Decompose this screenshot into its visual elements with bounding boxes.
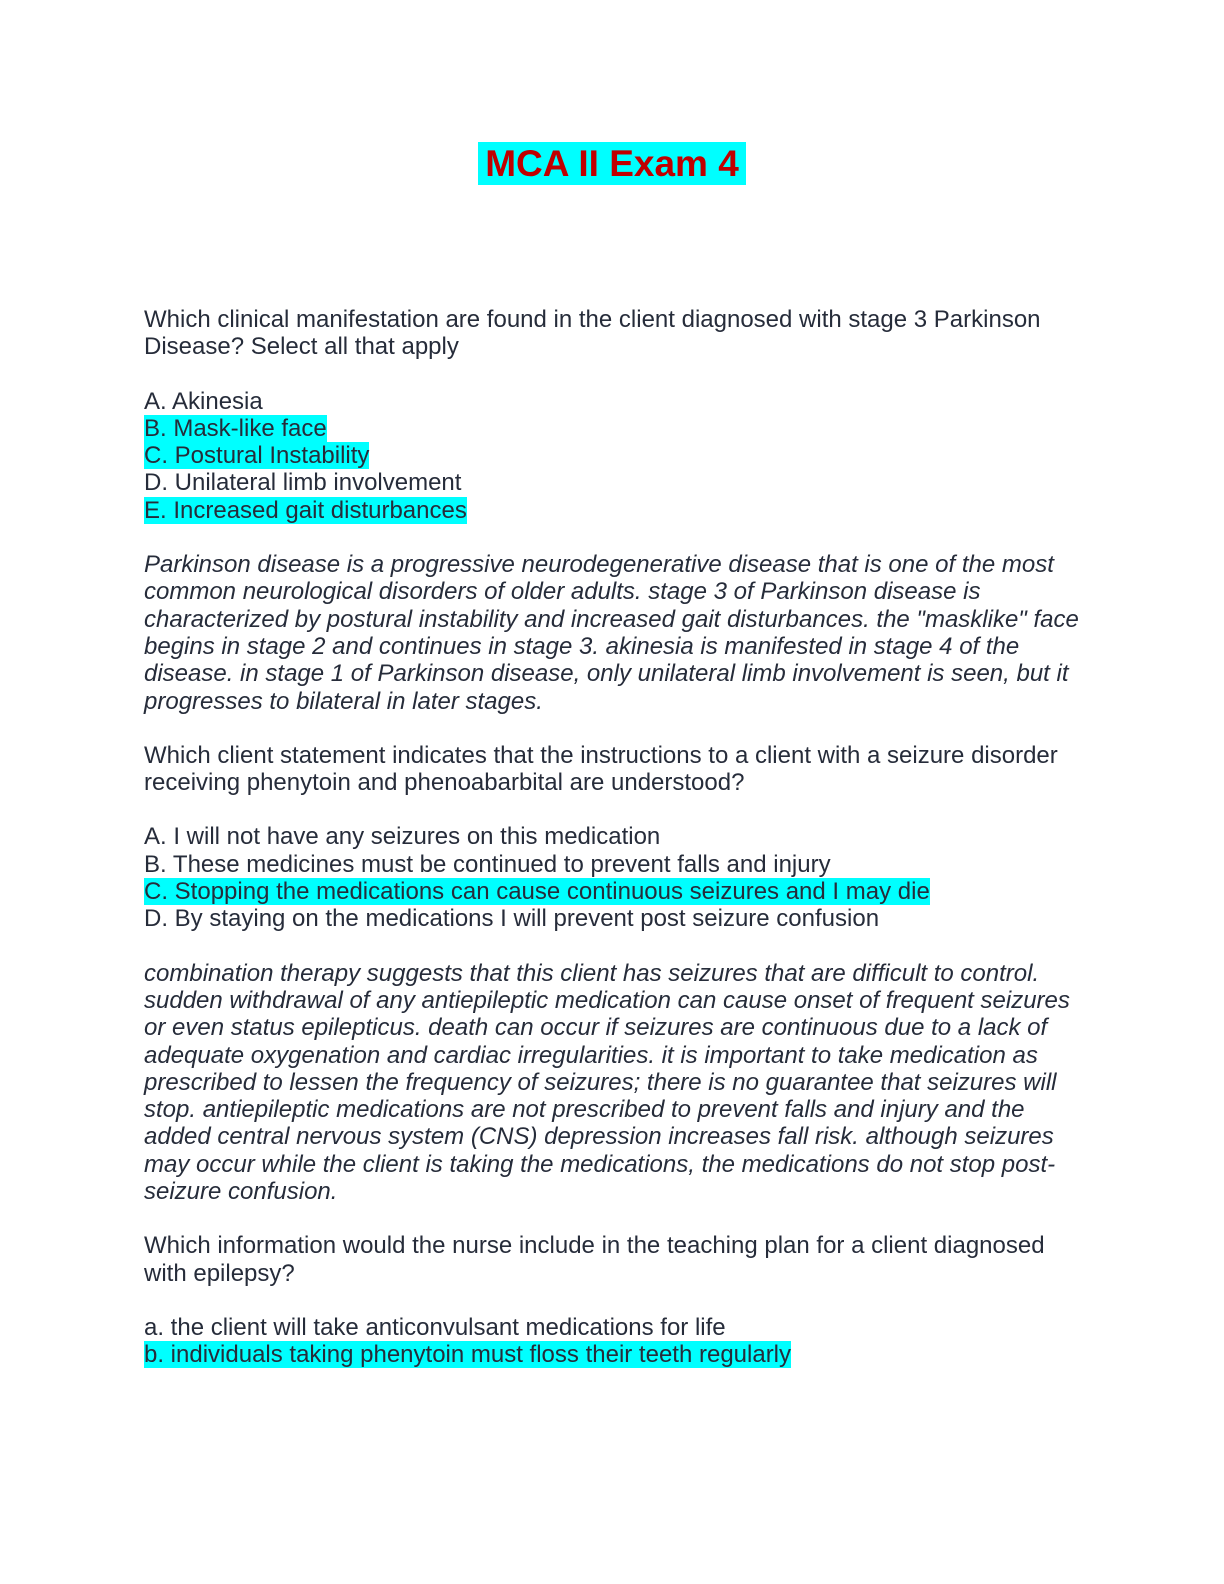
document-title-row xyxy=(0,0,1224,185)
options-list xyxy=(144,823,1080,932)
option: a. the client will take anticonvulsant medications for life xyxy=(144,1313,726,1341)
question-text: Which client statement indicates that the instructions to a client with a seizure disorder receiving phenytoin and phenoabarbital are understood? xyxy=(144,741,1058,797)
document-body xyxy=(144,306,1080,1369)
option-line xyxy=(144,1341,1080,1368)
option-line xyxy=(144,469,1080,496)
option: B. These medicines must be continued to prevent falls and injury xyxy=(144,850,831,878)
question-text: Which clinical manifestation are found in the client diagnosed with stage 3 Parkinson Disease? Select all that apply xyxy=(144,306,1041,361)
question-text: Which information would the nurse include in the teaching plan for a client diagnosed with epilepsy? xyxy=(144,1232,1045,1287)
option-line xyxy=(144,388,1080,415)
option-line xyxy=(144,1314,1080,1341)
option-line xyxy=(144,878,1080,905)
options-list xyxy=(144,1314,1080,1369)
option-highlighted: E. Increased gait disturbances xyxy=(144,496,467,524)
option: A. Akinesia xyxy=(144,387,263,415)
option: D. Unilateral limb involvement xyxy=(144,469,462,497)
option-highlighted: b. individuals taking phenytoin must floss their teeth regularly xyxy=(144,1341,792,1369)
option-line xyxy=(144,851,1080,878)
document-title: MCA II Exam 4 xyxy=(478,142,746,185)
option: A. I will not have any seizures on this medication xyxy=(144,823,661,851)
option: D. By staying on the medications I will prevent post seizure confusion xyxy=(144,905,880,933)
option-line xyxy=(144,497,1080,524)
option-line xyxy=(144,415,1080,442)
option-line xyxy=(144,442,1080,469)
options-list xyxy=(144,388,1080,524)
option-highlighted: B. Mask-like face xyxy=(144,414,327,442)
explanation-text: combination therapy suggests that this client has seizures that are difficult to control. sudden withdrawal of any antiepileptic medication can cause onset of frequent seizures or even status epilepticus. death can occur if seizures are continuous due to a lack of adequate oxygenation and cardiac irregularities. it is important to take medication as prescribed to lessen the frequency of seizures; there is no guarantee that seizures will stop. antiepileptic medications are not prescribed to prevent falls and injury and the added central nervous system (CNS) depression increases fall risk. although seizures may occur while the client is taking the medications, the medications do not stop post-seizure confusion. xyxy=(144,959,1070,1206)
option-line xyxy=(144,905,1080,932)
option-highlighted: C. Postural Instability xyxy=(144,442,370,470)
option-line xyxy=(144,823,1080,850)
explanation-text: Parkinson disease is a progressive neurodegenerative disease that is one of the most common neurological disorders of older adults. stage 3 of Parkinson disease is characterized by postural instability and increased gait disturbances. the "masklike" face begins in stage 2 and continues in stage 3. akinesia is manifested in stage 4 of the disease. in stage 1 of Parkinson disease, only unilateral limb involvement is seen, but it progresses to bilateral in later stages. xyxy=(144,551,1079,715)
option-highlighted: C. Stopping the medications can cause continuous seizures and I may die xyxy=(144,878,930,906)
